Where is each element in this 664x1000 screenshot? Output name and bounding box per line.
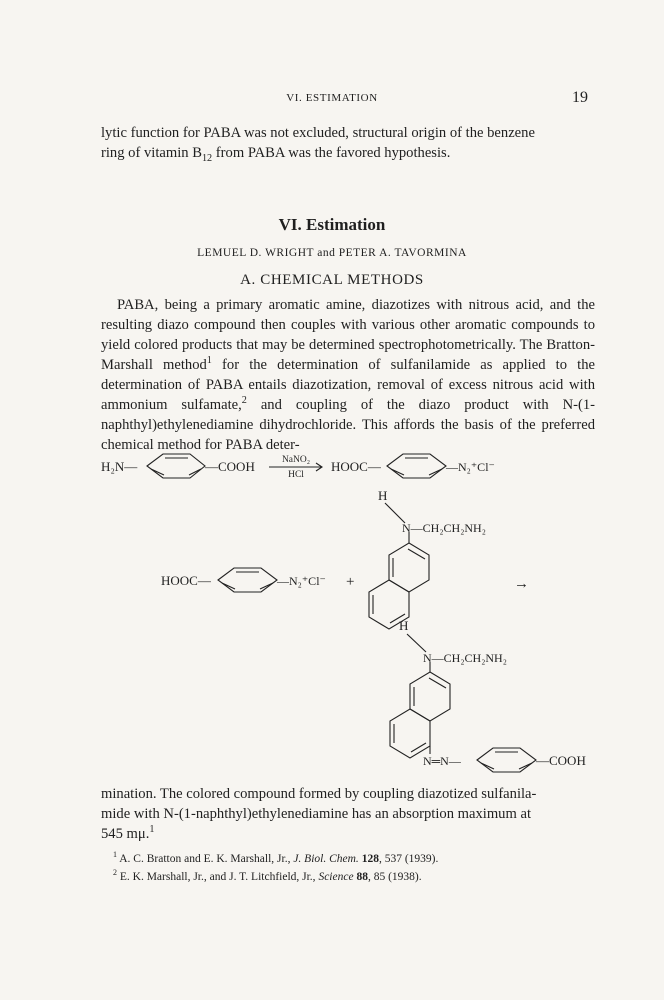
footnote-number: 1	[113, 850, 117, 860]
closing-text: 545 mμ.	[101, 826, 150, 842]
carboxyl-label: HOOC—	[331, 459, 381, 474]
closing-line-3	[101, 826, 154, 842]
intro-text: ring of vitamin B	[101, 145, 202, 161]
intro-text: from PABA was the favored hypothesis.	[212, 145, 451, 161]
carboxyl-label: —COOH	[205, 459, 255, 474]
running-head: VI. ESTIMATION	[286, 92, 378, 104]
journal-name: J. Biol. Chem.	[293, 853, 359, 865]
body-text: for the determination of sulfanilamide as applied to the determination of PABA entails diazotization, removal of excess nitrous acid with ammonium sulfamate,	[101, 357, 595, 413]
subsection-heading: A. CHEMICAL METHODS	[240, 272, 424, 288]
reaction-scheme	[0, 440, 664, 780]
closing-paragraph	[101, 784, 595, 844]
closing-line-2: mide with N-(1-naphthyl)ethylenediamine has an absorption maximum at	[101, 806, 532, 822]
page-number: 19	[572, 89, 588, 106]
intro-line-2	[101, 145, 451, 164]
reference-mark: 1	[149, 824, 155, 836]
reference-mark: 1	[206, 355, 212, 367]
diazonium-label: —N₂⁺Cl⁻	[277, 574, 326, 588]
volume-number: 128	[361, 853, 379, 865]
footnote-text: E. K. Marshall, Jr., and J. T. Litchfield, Jr.,	[117, 871, 319, 883]
footnote-text: , 85 (1938).	[367, 871, 422, 883]
bond	[385, 503, 405, 523]
journal-name: Science	[318, 871, 354, 883]
ring-double-bond	[411, 743, 426, 752]
footnote-number: 2	[113, 868, 117, 878]
hydrogen-label: H	[399, 618, 409, 633]
naphthalene-ring	[410, 672, 450, 721]
azo-label: N═N—	[423, 754, 461, 768]
amine-chain-label: N—CH₂CH₂NH₂	[423, 651, 507, 665]
carboxyl-label: HOOC—	[161, 573, 211, 588]
footnote-text: , 537 (1939).	[378, 853, 439, 865]
intro-line-1: lytic function for PABA was not excluded, structural origin of the benzene	[101, 125, 535, 141]
plus-sign: +	[346, 574, 355, 590]
bond	[407, 634, 426, 652]
reagent-label: NaNO₂	[281, 455, 311, 465]
amine-chain-label: N—CH₂CH₂NH₂	[402, 521, 486, 535]
amino-group-label: H₂N—	[101, 459, 138, 474]
naphthalene-ring	[389, 543, 429, 592]
footnote-1	[113, 850, 593, 868]
section-authors: LEMUEL D. WRIGHT and PETER A. TAVORMINA	[197, 247, 467, 259]
volume-number: 88	[356, 871, 368, 883]
closing-line-1: mination. The colored compound formed by coupling diazotized sulfanila-	[101, 786, 537, 802]
subscript: 12	[201, 152, 213, 164]
body-paragraph	[101, 295, 595, 455]
reagent-label: HCl	[288, 470, 304, 480]
carboxyl-label: —COOH	[536, 753, 586, 768]
footnote-2	[113, 868, 593, 886]
body-text: PABA, being a primary aromatic amine, diazotizes with nitrous acid, and the resulting diazo compound then couples with various other aromatic compounds to yield colored products that may be determined spectrophotometrically. The Bratton-Marshall method	[101, 297, 595, 373]
body-text: and coupling of the diazo product with N-(1-naphthyl)ethylenediamine dihydrochloride. This affords the basis of the preferred chemical method for PABA deter-	[101, 397, 596, 453]
section-title: VI. Estimation	[278, 215, 386, 234]
hydrogen-label: H	[378, 488, 388, 503]
diazonium-label: —N₂⁺Cl⁻	[446, 460, 495, 474]
reference-mark: 2	[241, 395, 247, 407]
naphthalene-ring	[390, 709, 430, 758]
footnote-text: A. C. Bratton and E. K. Marshall, Jr.,	[117, 853, 294, 865]
intro-paragraph	[101, 123, 595, 163]
reaction-arrow-label: →	[514, 576, 529, 592]
